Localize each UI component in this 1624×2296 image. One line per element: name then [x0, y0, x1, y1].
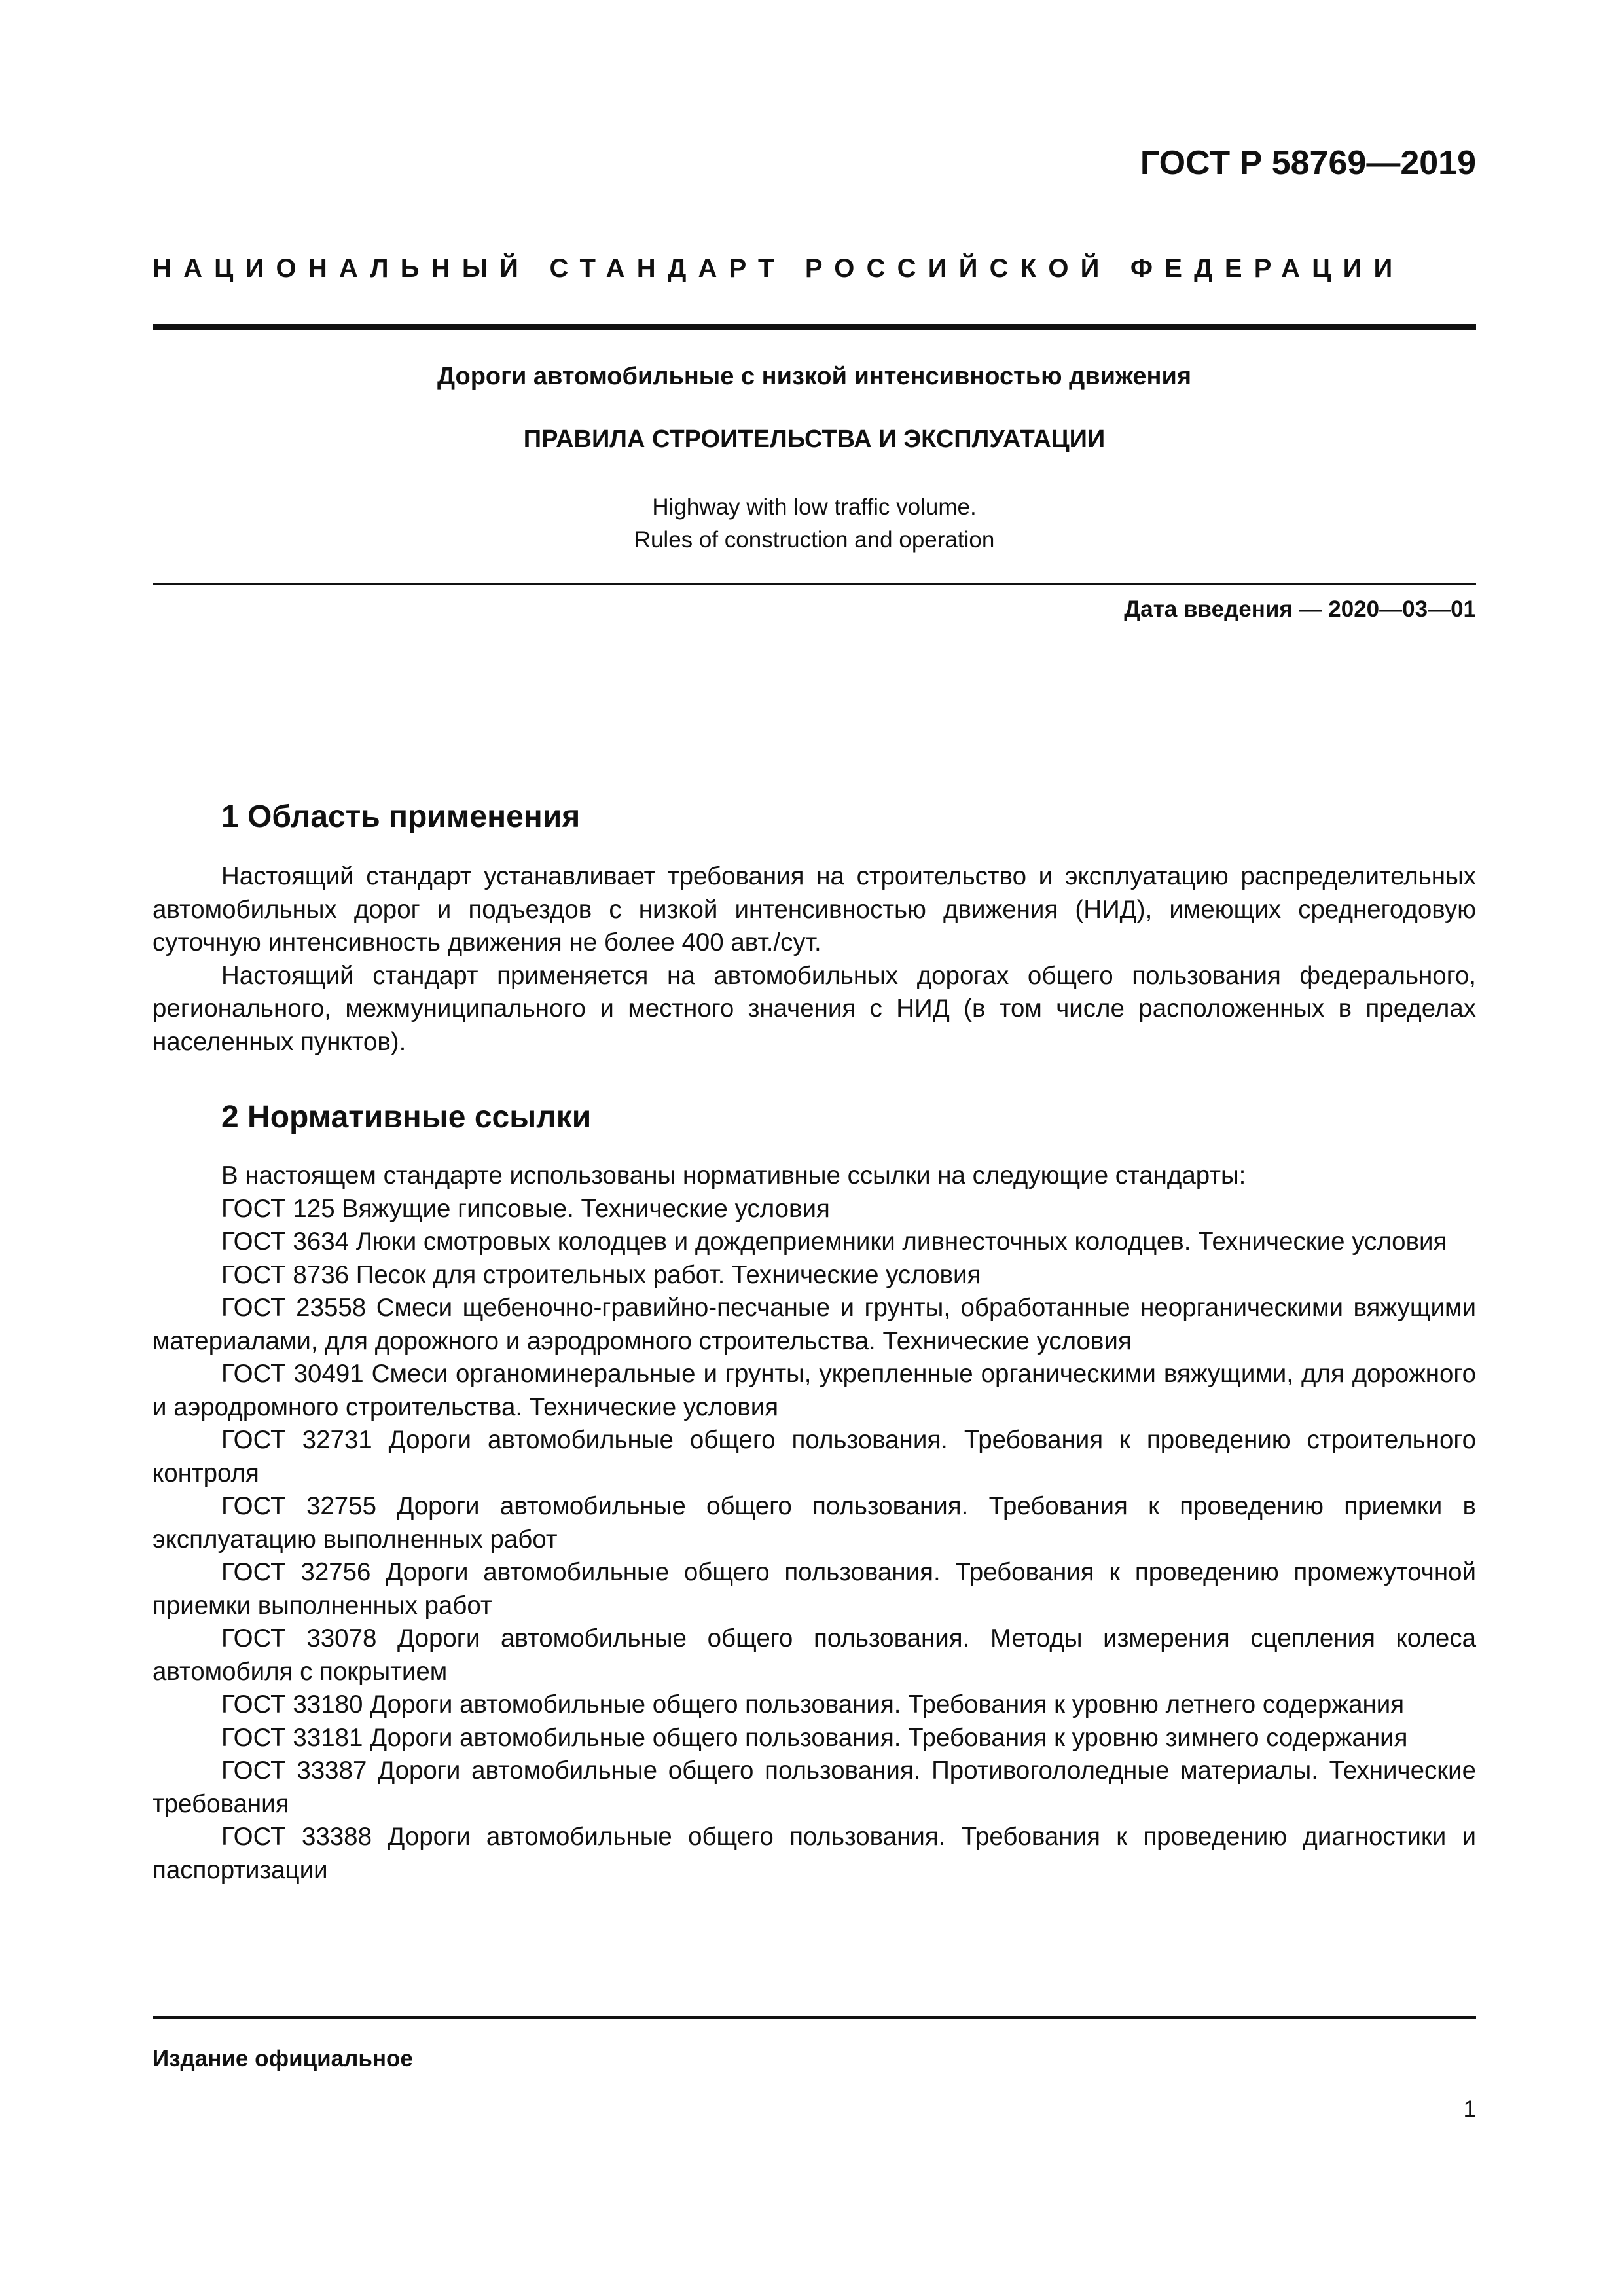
reference-item: ГОСТ 32731 Дороги автомобильные общего пользования. Требования к проведению строительного контроля [153, 1426, 1476, 1487]
english-title-line-2: Rules of construction and operation [634, 527, 995, 553]
reference-item: ГОСТ 3634 Люки смотровых колодцев и дождеприемники ливнесточных колодцев. Технические условия [221, 1228, 1447, 1256]
introduction-date: Дата введения — 2020—03—01 [1124, 596, 1476, 622]
english-title [153, 491, 1476, 556]
reference-item: ГОСТ 33387 Дороги автомобильные общего пользования. Противогололедные материалы. Технические требования [153, 1757, 1476, 1818]
section-body-scope [153, 860, 1476, 1059]
title-divider [153, 583, 1476, 585]
document-title: Дороги автомобильные с низкой интенсивностью движения [437, 363, 1192, 390]
reference-item: ГОСТ 23558 Смеси щебеночно-гравийно-песчаные и грунты, обработанные неорганическими вяжущими материалами, для дорожного и аэродромного строительства. Технические условия [153, 1294, 1476, 1355]
standard-code: ГОСТ Р 58769—2019 [1140, 144, 1476, 182]
reference-item: ГОСТ 32756 Дороги автомобильные общего пользования. Требования к проведению промежуточной приемки выполненных работ [153, 1558, 1476, 1620]
section-heading-normative-references: 2 Нормативные ссылки [221, 1100, 592, 1135]
section-body-normative-references [153, 1159, 1476, 1887]
footer-divider [153, 2016, 1476, 2019]
paragraph: Настоящий стандарт устанавливает требования на строительство и эксплуатацию распределительных автомобильных дорог и подъездов с низкой интенсивностью движения (НИД), имеющих среднегодовую суточную интенсивность движения не более 400 авт./сут. [153, 862, 1476, 957]
reference-item: ГОСТ 33078 Дороги автомобильные общего пользования. Методы измерения сцепления колеса автомобиля с покрытием [153, 1624, 1476, 1686]
top-divider [153, 324, 1476, 330]
paragraph: Настоящий стандарт применяется на автомобильных дорогах общего пользования федерального, регионального, межмуниципального и местного значения с НИД (в том числе расположенных в пределах населенных пунктов). [153, 961, 1476, 1056]
page-number: 1 [1463, 2096, 1476, 2122]
reference-item: ГОСТ 30491 Смеси органоминеральные и грунты, укрепленные органическими вяжущими, для дорожного и аэродромного строительства. Технические условия [153, 1360, 1476, 1421]
reference-item: ГОСТ 8736 Песок для строительных работ. Технические условия [221, 1260, 981, 1289]
english-title-line-1: Highway with low traffic volume. [652, 494, 977, 520]
document-subtitle: ПРАВИЛА СТРОИТЕЛЬСТВА И ЭКСПЛУАТАЦИИ [523, 426, 1106, 453]
paragraph: В настоящем стандарте использованы нормативные ссылки на следующие стандарты: [221, 1161, 1246, 1190]
reference-item: ГОСТ 33181 Дороги автомобильные общего пользования. Требования к уровню зимнего содержания [221, 1723, 1408, 1752]
reference-item: ГОСТ 33388 Дороги автомобильные общего пользования. Требования к проведению диагностики и паспортизации [153, 1823, 1476, 1884]
reference-item: ГОСТ 125 Вяжущие гипсовые. Технические условия [221, 1194, 830, 1223]
reference-item: ГОСТ 33180 Дороги автомобильные общего пользования. Требования к уровню летнего содержания [221, 1690, 1405, 1719]
national-standard-banner: НАЦИОНАЛЬНЫЙ СТАНДАРТ РОССИЙСКОЙ ФЕДЕРАЦИИ [153, 254, 1405, 283]
reference-item: ГОСТ 32755 Дороги автомобильные общего пользования. Требования к проведению приемки в эксплуатацию выполненных работ [153, 1492, 1476, 1554]
section-heading-scope: 1 Область применения [221, 799, 581, 834]
official-edition-note: Издание официальное [153, 2046, 413, 2071]
